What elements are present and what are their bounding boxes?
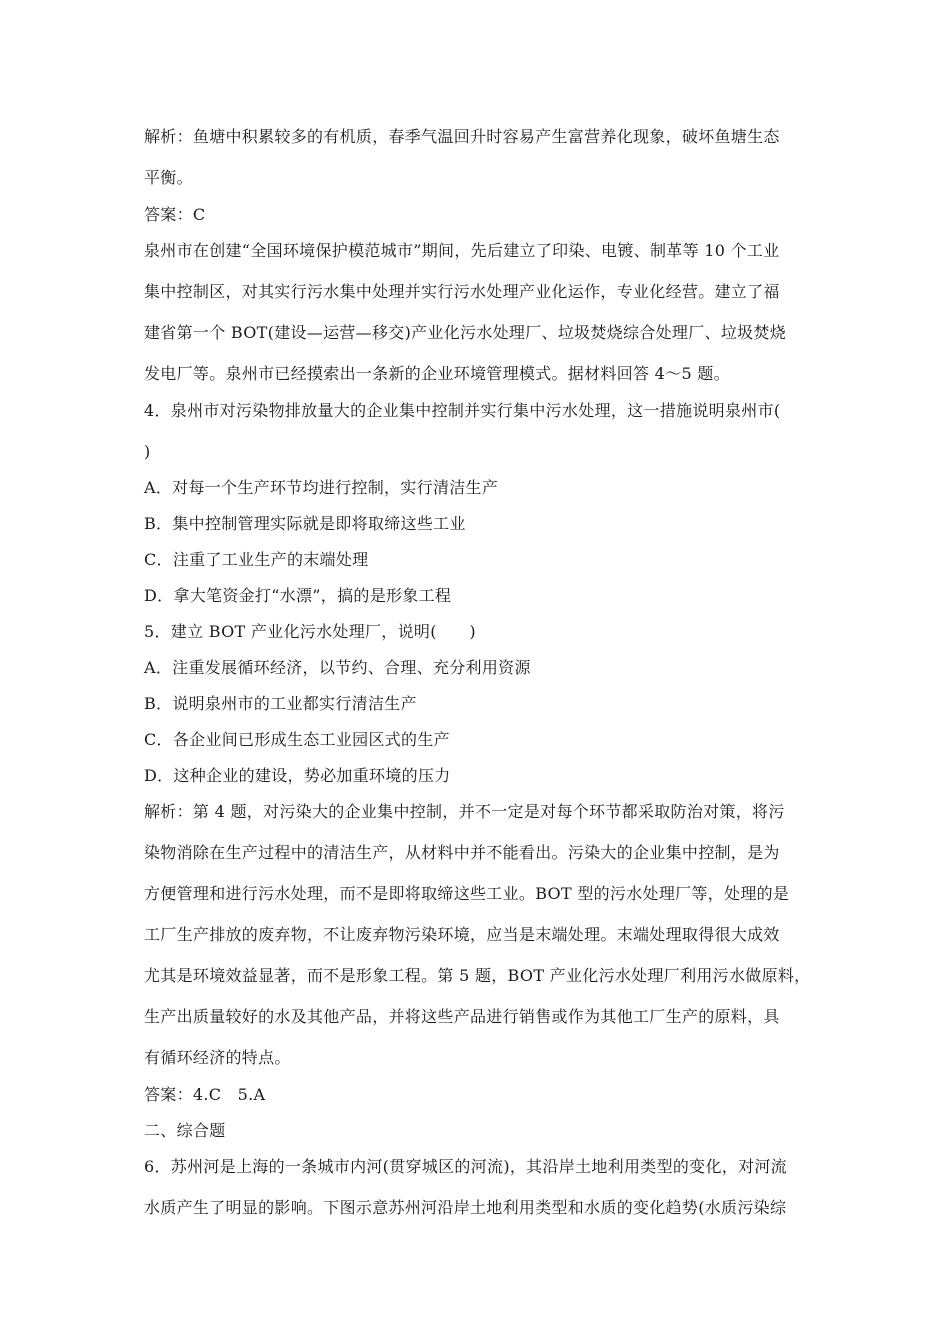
- analysis-paragraph-line: 染物消除在生产过程中的清洁生产，从材料中并不能看出。污染大的企业集中控制，是为: [144, 843, 780, 862]
- analysis-paragraph-line: 有循环经济的特点。: [144, 1048, 291, 1067]
- question-5-option-b: B．说明泉州市的工业都实行清洁生产: [144, 694, 417, 713]
- material-paragraph-line: 建省第一个 BOT(建设—运营—移交)产业化污水处理厂、垃圾焚烧综合处理厂、垃圾焚烧: [144, 323, 787, 342]
- material-paragraph-line: 集中控制区，对其实行污水集中处理并实行污水处理产业化运作，专业化经营。建立了福: [144, 282, 780, 301]
- analysis-paragraph-line: 尤其是环境效益显著，而不是形象工程。第 5 题，BOT 产业化污水处理厂利用污水做原料，: [144, 966, 811, 985]
- analysis-paragraph-line: 生产出质量较好的水及其他产品，并将这些产品进行销售或作为其他工厂生产的原料，具: [144, 1007, 780, 1026]
- answer-line: 答案：4.C 5.A: [144, 1085, 266, 1104]
- question-5-option-a: A．注重发展循环经济，以节约、合理、充分利用资源: [144, 658, 531, 677]
- analysis-paragraph-line: 解析：鱼塘中积累较多的有机质，春季气温回升时容易产生富营养化现象，破坏鱼塘生态: [144, 127, 780, 146]
- question-5-option-d: D．这种企业的建设，势必加重环境的压力: [144, 766, 451, 785]
- answer-line: 答案：C: [144, 205, 206, 224]
- analysis-paragraph-line: 解析：第 4 题，对污染大的企业集中控制，并不一定是对每个环节都采取防治对策，将污: [144, 802, 785, 821]
- material-paragraph-line: 发电厂等。泉州市已经摸索出一条新的企业环境管理模式。据材料回答 4～5 题。: [144, 364, 730, 383]
- question-4-stem: ): [144, 442, 151, 461]
- analysis-paragraph-line: 平衡。: [144, 168, 193, 187]
- question-4-option-c: C．注重了工业生产的末端处理: [144, 550, 369, 569]
- question-4-option-d: D．拿大笔资金打“水漂”，搞的是形象工程: [144, 586, 452, 605]
- material-paragraph-line: 泉州市在创建“全国环境保护模范城市”期间，先后建立了印染、电镀、制革等 10 个工业: [144, 241, 780, 260]
- analysis-paragraph-line: 方便管理和进行污水处理，而不是即将取缔这些工业。BOT 型的污水处理厂等，处理的是: [144, 884, 790, 903]
- analysis-paragraph-line: 工厂生产排放的废弃物，不让废弃物污染环境，应当是末端处理。末端处理取得很大成效: [144, 925, 780, 944]
- question-4-option-b: B．集中控制管理实际就是即将取缔这些工业: [144, 514, 466, 533]
- question-5-stem: 5．建立 BOT 产业化污水处理厂，说明( ): [144, 622, 476, 641]
- question-6-stem: 6．苏州河是上海的一条城市内河(贯穿城区的河流)，其沿岸土地利用类型的变化，对河流: [144, 1157, 787, 1176]
- question-5-option-c: C．各企业间已形成生态工业园区式的生产: [144, 730, 450, 749]
- section-heading: 二、综合题: [144, 1121, 226, 1140]
- question-6-stem: 水质产生了明显的影响。下图示意苏州河沿岸土地利用类型和水质的变化趋势(水质污染综: [144, 1198, 787, 1217]
- question-4-option-a: A．对每一个生产环节均进行控制，实行清洁生产: [144, 478, 499, 497]
- question-4-stem: 4．泉州市对污染物排放量大的企业集中控制并实行集中污水处理，这一措施说明泉州市(: [144, 401, 781, 420]
